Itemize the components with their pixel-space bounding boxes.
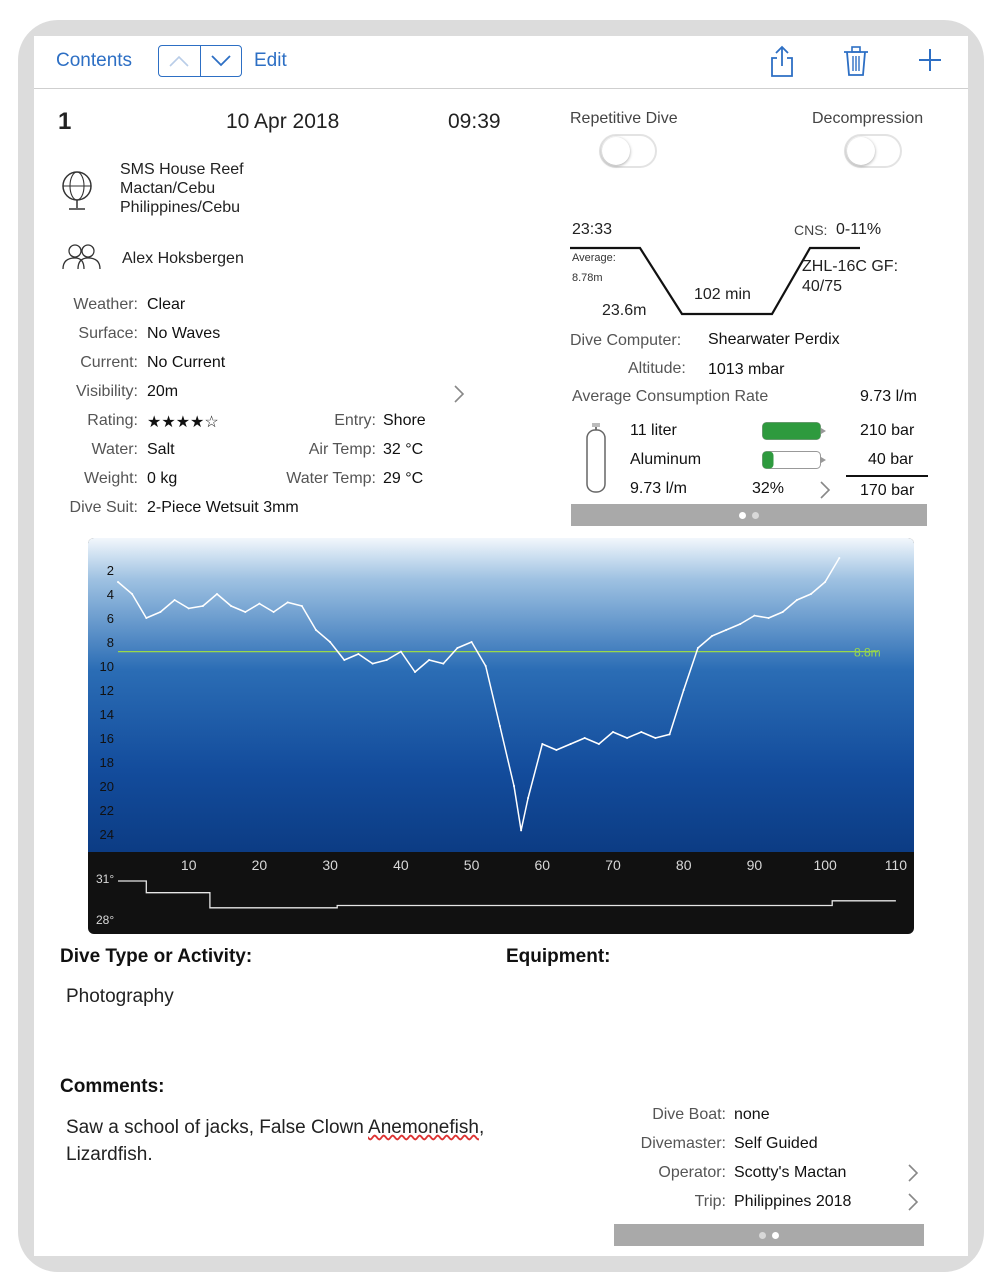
time-tick-label: 90 <box>746 857 763 873</box>
condition-right-value[interactable]: 32 °C <box>383 441 424 458</box>
comments-heading: Comments: <box>60 1076 165 1097</box>
page-dot <box>759 1232 766 1239</box>
gradient-factor-label: ZHL-16C GF: <box>802 258 899 275</box>
average-depth-label: Average: <box>572 252 616 264</box>
profile-summary <box>570 206 930 336</box>
depth-sample-point <box>513 785 515 787</box>
depth-sample-point <box>145 617 147 619</box>
comment-text: Saw a school of jacks, False Clown <box>66 1117 369 1138</box>
contents-button[interactable]: Contents <box>56 50 133 71</box>
depth-sample-point <box>258 603 260 605</box>
tank-page-indicator[interactable] <box>571 504 927 526</box>
repetitive-dive-toggle[interactable] <box>599 134 657 168</box>
tank-size[interactable]: 11 liter <box>630 422 677 439</box>
depth-tick-label: 24 <box>99 827 114 842</box>
dive-computer-value[interactable]: Shearwater Perdix <box>708 331 840 348</box>
condition-right-label: Water Temp: <box>286 470 376 487</box>
dive-time[interactable]: 09:39 <box>448 110 501 133</box>
time-tick-label: 70 <box>605 857 621 873</box>
equipment-heading: Equipment: <box>506 946 611 967</box>
depth-sample-point <box>725 629 727 631</box>
depth-sample-point <box>739 623 741 625</box>
depth-sample-point <box>598 743 600 745</box>
condition-value[interactable]: Clear <box>147 296 186 313</box>
depth-tick-label: 14 <box>99 707 114 722</box>
dive-date[interactable]: 10 Apr 2018 <box>226 110 340 133</box>
depth-sample-point <box>357 653 359 655</box>
time-tick-label: 30 <box>322 857 338 873</box>
comment-text: , <box>478 1117 485 1138</box>
tank-material[interactable]: Aluminum <box>630 451 702 468</box>
condition-label: Weather: <box>73 296 138 313</box>
dive-computer-label: Dive Computer: <box>570 332 682 349</box>
depth-sample-point <box>386 659 388 661</box>
depth-sample-point <box>796 599 798 601</box>
boat-info-label: Divemaster: <box>640 1135 726 1152</box>
activity-value[interactable]: Photography <box>66 986 174 1007</box>
condition-right-value[interactable]: Shore <box>383 412 426 429</box>
site-country: Philippines/Cebu <box>120 199 241 216</box>
condition-value[interactable]: Salt <box>147 441 175 458</box>
depth-tick-label: 10 <box>99 659 114 674</box>
tank-percent-used: 32% <box>752 480 785 497</box>
time-tick-label: 100 <box>813 857 837 873</box>
visibility-chevron-icon[interactable] <box>452 383 466 405</box>
page-dot <box>772 1232 779 1239</box>
time-tick-label: 80 <box>675 857 692 873</box>
globe-icon <box>60 168 94 214</box>
depth-sample-point <box>456 647 458 649</box>
chevron-down-icon <box>210 54 232 68</box>
depth-sample-point <box>541 743 543 745</box>
depth-sample-point <box>810 593 812 595</box>
depth-sample-point <box>697 647 699 649</box>
time-tick-label: 20 <box>251 857 268 873</box>
start-pressure-gauge <box>762 422 832 442</box>
time-tick-label: 50 <box>463 857 480 873</box>
depth-sample-point <box>584 737 586 739</box>
time-tick-label: 60 <box>534 857 551 873</box>
average-depth-value: 8.78m <box>572 272 603 284</box>
depth-sample-point <box>315 629 317 631</box>
dive-number: 1 <box>58 108 72 135</box>
depth-sample-point <box>654 737 656 739</box>
depth-sample-point <box>612 731 614 733</box>
buddies-icon <box>60 242 104 272</box>
temperature-tick-label: 28° <box>96 913 115 927</box>
depth-sample-point <box>343 659 345 661</box>
depth-profile-line <box>118 558 839 830</box>
depth-sample-point <box>273 611 275 613</box>
depth-sample-point <box>640 731 642 733</box>
previous-dive-button[interactable] <box>159 46 200 76</box>
depth-sample-point <box>555 749 557 751</box>
time-tick-label: 110 <box>884 857 908 873</box>
boat-page-indicator[interactable] <box>614 1224 924 1246</box>
depth-sample-point <box>442 663 444 665</box>
chevron-up-icon <box>168 54 190 68</box>
depth-sample-point <box>471 641 473 643</box>
depth-sample-point <box>570 743 572 745</box>
pressure-divider <box>846 475 928 477</box>
depth-sample-point <box>414 671 416 673</box>
end-pressure-gauge <box>762 451 832 471</box>
depth-sample-point <box>188 607 190 609</box>
depth-sample-point <box>117 581 119 583</box>
depth-sample-point <box>683 689 685 691</box>
dive-site[interactable] <box>120 160 244 217</box>
depth-tick-label: 18 <box>99 755 114 770</box>
misspelled-word: Anemonefish <box>368 1117 479 1138</box>
share-icon[interactable] <box>768 44 796 78</box>
boat-info-label: Operator: <box>658 1164 726 1181</box>
repetitive-dive-label: Repetitive Dive <box>570 110 678 127</box>
depth-sample-point <box>485 665 487 667</box>
depth-sample-point <box>782 611 784 613</box>
end-pressure: 40 bar <box>868 451 914 468</box>
depth-tick-label: 8 <box>106 635 114 650</box>
depth-sample-point <box>400 651 402 653</box>
condition-value[interactable]: ★★★★☆ <box>147 414 219 431</box>
depth-tick-label: 2 <box>106 563 114 578</box>
buddy-name[interactable]: Alex Hoksbergen <box>122 250 244 267</box>
depth-sample-point <box>216 593 218 595</box>
condition-label: Rating: <box>87 412 138 429</box>
next-dive-button[interactable] <box>200 46 242 76</box>
boat-info-value[interactable]: Self Guided <box>734 1135 818 1152</box>
condition-label: Visibility: <box>76 383 138 400</box>
site-name: SMS House Reef <box>120 161 244 178</box>
temperature-tick-label: 31° <box>96 872 115 886</box>
site-region: Mactan/Cebu <box>120 180 216 197</box>
dive-stepper <box>158 45 242 77</box>
condition-value[interactable]: No Waves <box>147 325 221 342</box>
altitude-value: 1013 mbar <box>708 361 785 378</box>
page-dot <box>739 512 746 519</box>
navigation-bar <box>34 36 968 89</box>
depth-tick-label: 12 <box>99 683 114 698</box>
condition-right-value[interactable]: 29 °C <box>383 470 424 487</box>
depth-sample-point <box>499 725 501 727</box>
condition-value[interactable]: 2-Piece Wetsuit 3mm <box>147 499 299 516</box>
start-pressure: 210 bar <box>860 422 915 439</box>
add-icon[interactable] <box>918 48 942 72</box>
depth-sample-point <box>230 605 232 607</box>
comment-line <box>66 1114 484 1141</box>
tank-chevron-icon[interactable] <box>818 479 832 501</box>
boat-info-label: Dive Boat: <box>652 1106 726 1123</box>
depth-sample-point <box>372 663 374 665</box>
average-depth-label: 8.8m <box>854 645 881 660</box>
depth-sample-point <box>711 635 713 637</box>
condition-label: Surface: <box>78 325 138 342</box>
condition-value[interactable]: No Current <box>147 354 226 371</box>
depth-sample-point <box>301 605 303 607</box>
consumption-rate-label: Average Consumption Rate <box>572 388 769 405</box>
cns-label: CNS: <box>794 222 828 238</box>
depth-sample-point <box>329 641 331 643</box>
depth-tick-label: 20 <box>99 779 114 794</box>
condition-value[interactable]: 20m <box>147 383 179 400</box>
comment-line: Lizardfish. <box>66 1144 153 1165</box>
depth-sample-point <box>131 593 133 595</box>
depth-sample-point <box>159 611 161 613</box>
decompression-label: Decompression <box>812 110 924 127</box>
tank-consumption-rate: 9.73 l/m <box>630 480 687 497</box>
depth-sample-point <box>527 797 529 799</box>
dive-start-time: 23:33 <box>572 221 613 238</box>
depth-sample-point <box>202 605 204 607</box>
gradient-factor-value: 40/75 <box>802 278 843 295</box>
boat-info-value[interactable]: Philippines 2018 <box>734 1193 852 1210</box>
depth-sample-point <box>824 581 826 583</box>
depth-sample-point <box>244 611 246 613</box>
condition-right-label: Air Temp: <box>308 441 376 458</box>
depth-sample-point <box>838 557 840 559</box>
depth-sample-point <box>626 737 628 739</box>
boat-info-value[interactable]: Scotty's Mactan <box>734 1164 847 1181</box>
decompression-toggle[interactable] <box>844 134 902 168</box>
condition-value[interactable]: 0 kg <box>147 470 178 487</box>
boat-info-label: Trip: <box>694 1193 726 1210</box>
tank-cylinder-icon <box>582 422 610 496</box>
time-tick-label: 40 <box>393 857 409 873</box>
condition-label: Current: <box>80 354 138 371</box>
depth-sample-point <box>669 733 671 735</box>
page-dot <box>752 512 759 519</box>
activity-heading: Dive Type or Activity: <box>60 946 253 967</box>
depth-tick-label: 16 <box>99 731 114 746</box>
comments-text[interactable] <box>66 1114 484 1168</box>
boat-info-chevron-icon[interactable] <box>906 1191 920 1213</box>
dive-log-screen <box>34 36 968 1256</box>
trash-icon[interactable] <box>842 44 870 78</box>
depth-sample-point <box>428 659 430 661</box>
boat-info-chevron-icon[interactable] <box>906 1162 920 1184</box>
temperature-line <box>118 881 896 908</box>
condition-right-label: Entry: <box>334 412 376 429</box>
depth-sample-point <box>287 601 289 603</box>
altitude-label: Altitude: <box>628 360 686 377</box>
dive-duration: 102 min <box>694 286 751 303</box>
cns-value: 0-11% <box>836 221 882 238</box>
dive-profile-svg <box>88 538 914 934</box>
depth-tick-label: 22 <box>99 803 114 818</box>
max-depth: 23.6m <box>602 302 647 319</box>
edit-button[interactable]: Edit <box>254 50 287 71</box>
depth-sample-point <box>520 829 522 831</box>
condition-label: Dive Suit: <box>69 499 138 516</box>
depth-tick-label: 6 <box>106 611 114 626</box>
dive-profile-graph[interactable] <box>88 538 914 934</box>
used-pressure: 170 bar <box>860 482 915 499</box>
condition-label: Water: <box>91 441 138 458</box>
depth-sample-point <box>753 615 755 617</box>
consumption-rate-value: 9.73 l/m <box>860 388 917 405</box>
condition-label: Weight: <box>84 470 138 487</box>
depth-sample-point <box>174 599 176 601</box>
boat-info-value[interactable]: none <box>734 1106 770 1123</box>
time-tick-label: 10 <box>180 857 197 873</box>
depth-tick-label: 4 <box>106 587 114 602</box>
depth-sample-point <box>768 617 770 619</box>
